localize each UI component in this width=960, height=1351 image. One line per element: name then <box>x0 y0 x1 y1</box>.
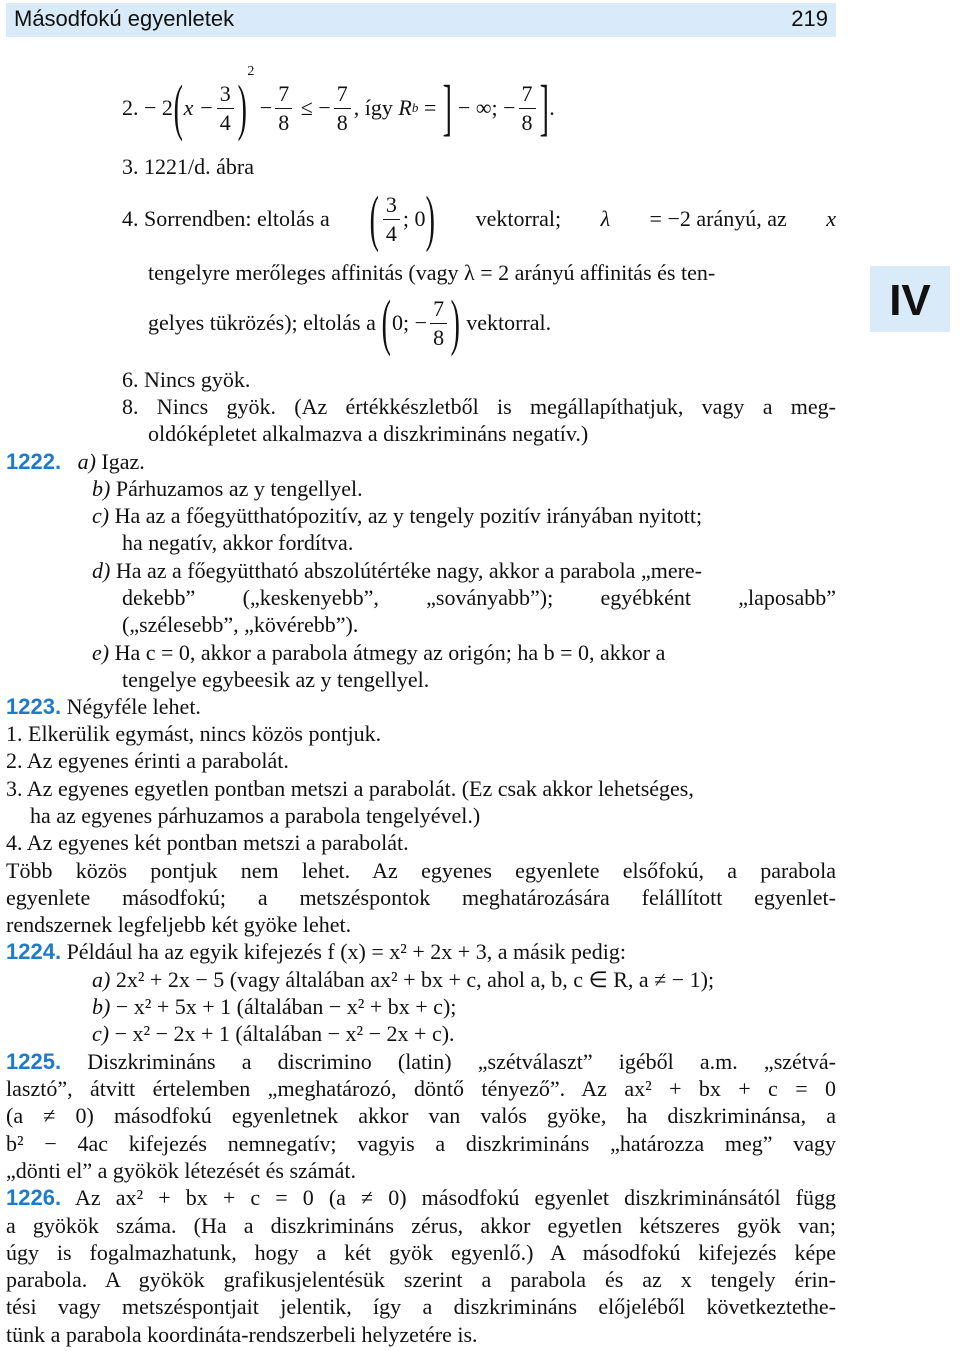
problem-1223-para-2: egyenlete másodfokú; a metszéspontok meghatározására felállított egyenlet- <box>6 885 836 910</box>
text-run: vektorral. <box>466 310 552 335</box>
chapter-tab <box>870 266 950 332</box>
problem-1226-line-3: úgy is fogalmazhatunk, hogy a két gyök egyenlő.) A másodfokú kifejezés képe <box>6 1240 836 1265</box>
math-term: = <box>423 95 437 120</box>
numerator: 7 <box>519 80 536 109</box>
text-run: vektorral; <box>475 206 562 231</box>
problem-1223-item-3-cont: ha az egyenes párhuzamos a parabola tengelyével.) <box>30 803 481 828</box>
problem-1225-line-5: „dönti el” a gyökök létezését és számát. <box>6 1158 357 1183</box>
paren-right: ) <box>237 74 247 142</box>
denominator: 8 <box>336 109 348 135</box>
problem-text: Négyféle lehet. <box>66 694 201 719</box>
part-label: e) <box>92 640 110 665</box>
problem-1222-c-cont: ha negatív, akkor fordítva. <box>122 530 354 555</box>
text-run: ; 0 <box>402 206 426 231</box>
denominator: 4 <box>219 109 231 135</box>
problem-number: 1226. <box>6 1185 62 1210</box>
problem-number: 1224. <box>6 939 62 964</box>
paren-right: ) <box>450 289 461 357</box>
math-term: − <box>259 95 273 120</box>
problem-1225-line-4: b² − 4ac kifejezés nemnegatív; vagyis a diszkrimináns „határozza meg” vagy <box>6 1131 836 1156</box>
text-run: = −2 arányú, az <box>649 206 787 231</box>
problem-1223-item-2: 2. Az egyenes érinti a parabolát. <box>6 748 289 773</box>
denominator: 8 <box>278 109 290 135</box>
item-number: 2. <box>122 95 139 120</box>
item-4-line-3 <box>148 288 551 358</box>
part-label: a) <box>92 967 111 992</box>
part-text: Igaz. <box>101 449 145 474</box>
problem-1223 <box>6 693 201 720</box>
item-8-line-2: oldóképletet alkalmazva a diszkrimináns negatív.) <box>148 421 589 446</box>
math-term: x <box>826 206 836 231</box>
numerator: 3 <box>383 191 400 220</box>
problem-1224-c <box>92 1020 455 1047</box>
part-label: a) <box>77 449 96 474</box>
problem-1223-item-1: 1. Elkerülik egymást, nincs közös pontjuk. <box>6 721 382 746</box>
problem-1225-line-3: (a ≠ 0) másodfokú egyenletnek akkor van valós gyöke, ha diszkriminánsa, a <box>6 1103 836 1128</box>
part-text: Ha az a főegyüttható abszolútértéke nagy, akkor a parabola „mere- <box>115 558 702 583</box>
page-number: 219 <box>791 6 828 31</box>
problem-1223-para-1: Több közös pontjuk nem lehet. Az egyenes egyenlete elsőfokú, a parabola <box>6 858 836 883</box>
part-label: b) <box>92 994 111 1019</box>
problem-1225-line-2: lasztó”, átvitt értelemben „meghatározó, döntő tényező”. Az ax² + bx + c = 0 <box>6 1076 836 1101</box>
exponent: 2 <box>247 64 255 79</box>
problem-number: 1222. <box>6 449 62 474</box>
denominator: 8 <box>521 109 533 135</box>
fraction <box>430 295 447 352</box>
problem-1226-line-4: parabola. A gyökök grafikusjelentésük szerint a parabola és az x tengely érin- <box>6 1267 836 1292</box>
paren-right: ) <box>426 185 436 253</box>
numerator: 7 <box>275 80 292 109</box>
problem-1224 <box>6 938 626 965</box>
problem-1224-b <box>92 993 456 1020</box>
problem-1225-line-1 <box>6 1048 836 1075</box>
problem-1222-d-cont-2: („szélesebb”, „kövérebb”). <box>122 612 359 637</box>
problem-1222-d <box>92 557 836 584</box>
text-run: gelyes tükrözés); eltolás a <box>148 310 376 335</box>
problem-1223-item-3: 3. Az egyenes egyetlen pontban metszi a parabolát. (Ez csak akkor lehetséges, <box>6 776 694 801</box>
problem-1222-b <box>92 475 363 502</box>
chapter-tab-label: IV <box>889 276 931 325</box>
math-term: x − <box>183 95 214 120</box>
problem-1222 <box>6 448 145 475</box>
fraction <box>519 80 536 137</box>
denominator: 4 <box>385 220 397 246</box>
fraction <box>217 80 234 137</box>
item-2-inequality: 2. − 2 ( x − $\frac{3}{4}$ ) 2 − $\frac{7}{8}$ ≤ − $\frac{7}{8}$ , így R b = ] − ∞; − $\frac{7}{8}$ ] . <box>122 64 555 142</box>
item-6: 6. Nincs gyök. <box>122 367 251 392</box>
numerator: 3 <box>217 80 234 109</box>
vector <box>369 185 436 253</box>
part-label: d) <box>92 558 111 583</box>
bracket-right: ] <box>539 74 549 142</box>
item-4-line-1 <box>122 184 836 254</box>
problem-1226-line-1 <box>6 1184 836 1211</box>
problem-1222-c <box>92 502 702 529</box>
math-term: R <box>398 95 412 120</box>
paren-left: ( <box>382 289 392 357</box>
item-4-line-2: tengelyre merőleges affinitás (vagy λ = 2 arányú affinitás és ten- <box>148 260 716 285</box>
math-term: λ <box>600 206 611 231</box>
problem-1223-item-4: 4. Az egyenes két pontban metszi a parabolát. <box>6 830 409 855</box>
problem-text: Diszkrimináns a discrimino (latin) „szétválaszt” igéből a.m. „szétvá- <box>87 1049 836 1074</box>
problem-1222-d-cont-1: dekebb” („keskenyebb”, „soványabb”); egyébként „laposabb” <box>122 585 836 610</box>
problem-text: Például ha az egyik kifejezés f (x) = x² + 2x + 3, a másik pedig: <box>66 939 626 964</box>
problem-text: Az ax² + bx + c = 0 (a ≠ 0) másodfokú egyenlet diszkriminánsától függ <box>74 1185 836 1210</box>
numerator: 7 <box>334 80 351 109</box>
fraction <box>334 80 351 137</box>
text-run: 0; − <box>392 310 428 335</box>
problem-1222-e-cont: tengelye egybeesik az y tengellyel. <box>122 667 430 692</box>
paren-left: ( <box>173 74 183 142</box>
chapter-title: Másodfokú egyenletek <box>14 6 235 31</box>
math-term: − ∞; − <box>457 95 516 120</box>
math-text: , így <box>353 95 393 120</box>
fraction <box>275 80 292 137</box>
problem-1226-line-2: a gyökök száma. (Ha a diszkrimináns zérus, akkor egyetlen kétszeres gyök van; <box>6 1213 836 1238</box>
denominator: 8 <box>433 324 445 350</box>
problem-1222-e <box>92 639 665 666</box>
item-3: 3. 1221/d. ábra <box>122 154 254 179</box>
math-term: ≤ − <box>300 95 331 120</box>
text-run: 4. Sorrendben: eltolás a <box>122 206 330 231</box>
paren-left: ( <box>369 185 380 253</box>
part-text: − x² − 2x + 1 (általában − x² − 2x + c). <box>114 1021 455 1046</box>
problem-1226-line-6: tünk a parabola koordináta-rendszerbeli helyzetére is. <box>6 1322 478 1347</box>
page-header <box>6 3 836 37</box>
part-label: b) <box>92 476 111 501</box>
math-term: . <box>549 95 555 120</box>
problem-1226-line-5: tési vagy metszéspontjait jelentik, így a diszkrimináns előjeléből következtethe- <box>6 1294 836 1319</box>
part-text: Ha az a főegyütthatópozitív, az y tengely pozitív irányában nyitott; <box>114 503 703 528</box>
math-term: − 2 <box>144 95 173 120</box>
part-text: − x² + 5x + 1 (általában − x² + bx + c); <box>115 994 457 1019</box>
part-text: 2x² + 2x − 5 (vagy általában ax² + bx + c, ahol a, b, c ∈ R, a ≠ − 1); <box>115 967 715 992</box>
item-8-line-1: 8. Nincs gyök. (Az értékkészletből is megállapíthatjuk, vagy a meg- <box>122 394 836 419</box>
part-label: c) <box>92 1021 110 1046</box>
problem-number: 1225. <box>6 1049 62 1074</box>
bracket-left: ] <box>442 74 452 142</box>
problem-number: 1223. <box>6 694 62 719</box>
numerator: 7 <box>430 295 447 324</box>
part-text: Ha c = 0, akkor a parabola átmegy az origón; ha b = 0, akkor a <box>114 640 666 665</box>
part-label: c) <box>92 503 110 528</box>
fraction <box>383 191 400 248</box>
part-text: Párhuzamos az y tengellyel. <box>115 476 363 501</box>
problem-1223-para-3: rendszernek legfeljebb két gyöke lehet. <box>6 912 352 937</box>
problem-1224-a <box>92 966 714 993</box>
